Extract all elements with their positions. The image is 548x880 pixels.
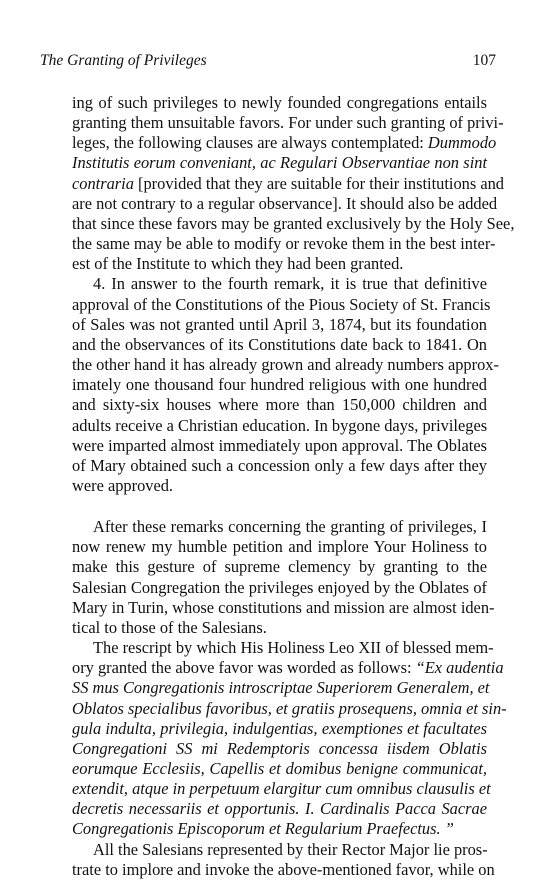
- text-line: [72, 153, 487, 173]
- text-run: ory granted the above favor was worded as follows:: [72, 658, 416, 678]
- text-line: [72, 315, 487, 335]
- text-line: [72, 213, 515, 234]
- text-run: [provided that they are suitable for their institutions and: [133, 173, 504, 193]
- text-line: [72, 597, 495, 618]
- text-run: and the observances of its Constitutions date back to 1841. On: [72, 334, 487, 354]
- running-header: [40, 52, 496, 74]
- text-line: [72, 254, 487, 274]
- text-line: [72, 819, 487, 839]
- text-line: [72, 537, 487, 557]
- italic-text: gula indulta, privilegia, indulgentias, exemptiones et facultates: [72, 718, 487, 738]
- text-line: [72, 859, 495, 880]
- text-run: 4. In answer to the fourth remark, it is true that definitive: [93, 274, 487, 294]
- text-run: imately one thousand four hundred religious with one hundred: [72, 375, 487, 395]
- text-line: [72, 193, 498, 214]
- text-line: [72, 173, 504, 194]
- text-line: [72, 335, 487, 355]
- text-line: [72, 578, 487, 598]
- running-title: The Granting of Privileges: [40, 52, 207, 69]
- text-line: [72, 678, 490, 698]
- italic-text: “Ex audentia: [415, 658, 504, 678]
- italic-text: Oblatos specialibus favoribus, et gratiis prosequens, omnia et sin-: [72, 698, 507, 718]
- paragraph: [72, 517, 495, 638]
- text-line: [72, 658, 504, 678]
- text-run: the other hand it has already grown and already numbers approx-: [72, 355, 499, 375]
- text-line: [72, 274, 487, 294]
- text-line: [72, 840, 487, 860]
- paragraph: [72, 274, 499, 496]
- italic-text: decretis necessariis et opportunis. I. Cardinalis Pacca Sacrae: [72, 799, 487, 819]
- body-text: [72, 93, 515, 880]
- text-run: leges, the following clauses are always contemplated:: [72, 133, 428, 153]
- text-line: [72, 739, 487, 759]
- italic-text: Dummodo: [427, 133, 497, 153]
- italic-text: Congregationi SS mi Redemptoris concessa iisdem Oblatis: [72, 738, 487, 758]
- text-line: [72, 698, 507, 719]
- text-run: now renew my humble petition and implore Your Holiness to: [72, 537, 487, 557]
- text-run: Mary in Turin, whose constitutions and mission are almost iden-: [72, 597, 495, 617]
- text-run: of Sales was not granted until April 3, 1874, but its foundation: [72, 314, 487, 334]
- text-line: [72, 375, 487, 395]
- text-line: [72, 557, 487, 577]
- text-run: that since these favors may be granted exclusively by the Holy See,: [72, 213, 515, 233]
- text-run: The rescript by which His Holiness Leo XII of blessed mem-: [93, 638, 494, 658]
- paragraph: [72, 638, 507, 840]
- text-run: of Mary obtained such a concession only a few days after they: [72, 455, 487, 475]
- text-line: [72, 234, 496, 254]
- text-run: All the Salesians represented by their Rector Major lie pros-: [93, 839, 488, 859]
- text-line: [72, 799, 487, 819]
- text-line: [72, 618, 487, 638]
- italic-text: Institutis eorum conveniant, ac Regulari Observantiae non sint: [72, 153, 487, 173]
- text-run: approval of the Constitutions of the Pious Society of St. Francis: [72, 294, 491, 314]
- text-run: are not contrary to a regular observance]. It should also be added: [72, 193, 498, 213]
- text-run: ing of such privileges to newly founded congregations entails: [72, 93, 487, 112]
- text-run: the same may be able to modify or revoke them in the best inter-: [72, 234, 496, 254]
- paragraph: [72, 839, 495, 880]
- text-line: [72, 456, 487, 476]
- page-number: 107: [472, 52, 496, 69]
- text-line: [72, 416, 487, 436]
- text-line: [72, 719, 487, 739]
- text-run: After these remarks concerning the granting of privileges, I: [93, 517, 487, 537]
- text-line: [72, 113, 504, 133]
- text-run: were approved.: [72, 475, 174, 495]
- text-run: trate to implore and invoke the above-mentioned favor, while on: [72, 859, 495, 879]
- text-line: [72, 476, 487, 496]
- paragraph: [72, 93, 515, 274]
- text-run: Salesian Congregation the privileges enjoyed by the Oblates of: [72, 577, 487, 597]
- text-line: [72, 294, 491, 315]
- italic-text: contraria: [72, 173, 134, 193]
- text-run: tical to those of the Salesians.: [72, 617, 267, 637]
- text-line: [72, 779, 491, 799]
- text-run: est of the Institute to which they had been granted.: [72, 254, 404, 274]
- italic-text: Congregationis Episcoporum et Regularium Praefectus. ”: [72, 819, 454, 839]
- text-run: make this gesture of supreme clemency by granting to the: [72, 557, 487, 577]
- italic-text: extendit, atque in perpetuum elargitur cum omnibus clausulis et: [72, 779, 491, 799]
- italic-text: eorumque Ecclesiis, Capellis et domibus benigne communicat,: [72, 759, 487, 778]
- text-line: [72, 517, 487, 537]
- text-line: [72, 133, 497, 153]
- text-line: [72, 436, 487, 456]
- text-run: and sixty-six houses where more than 150,000 children and: [72, 395, 487, 415]
- italic-text: SS mus Congregationis introscriptae Superiorem Generalem, et: [72, 678, 490, 698]
- text-run: adults receive a Christian education. In bygone days, privileges: [72, 415, 488, 435]
- text-line: [72, 395, 487, 415]
- text-run: granting them unsuitable favors. For under such granting of privi-: [72, 113, 504, 133]
- text-run: were imparted almost immediately upon approval. The Oblates: [72, 435, 487, 455]
- text-line: [72, 759, 487, 779]
- text-line: [72, 93, 487, 113]
- text-line: [72, 355, 499, 375]
- text-line: [72, 638, 494, 658]
